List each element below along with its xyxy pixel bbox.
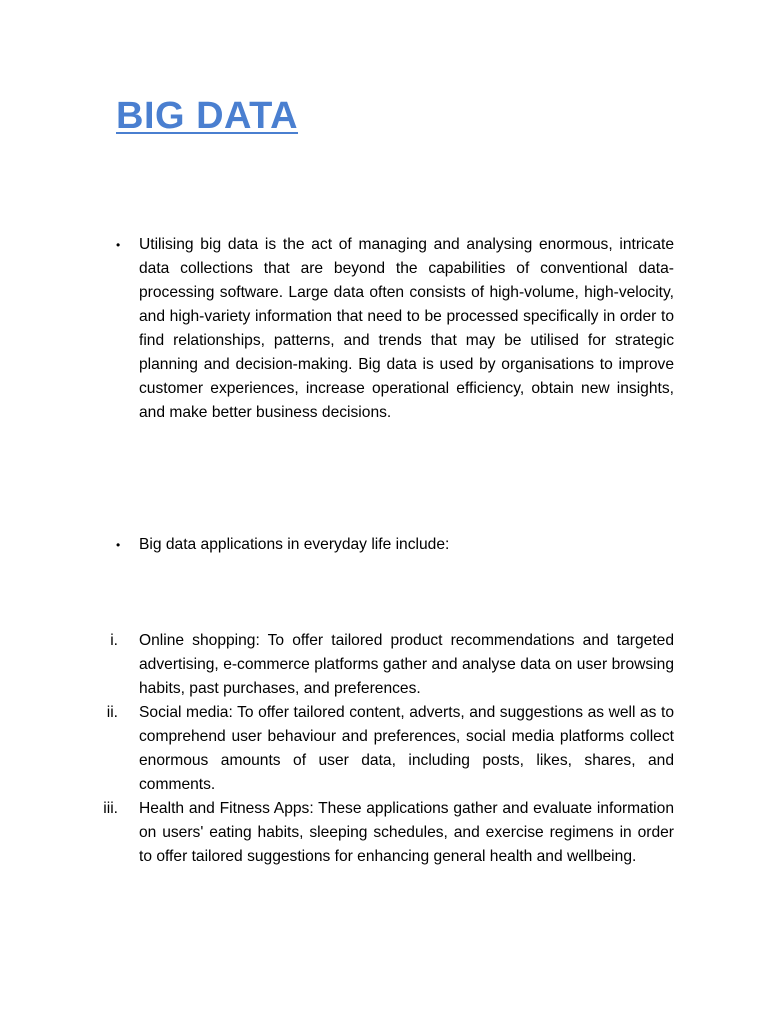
list-marker: i. — [110, 632, 118, 649]
document-title: BIG DATA — [116, 95, 299, 137]
list-item-online-shopping: Online shopping: To offer tailored product recommendations and targeted advertising, e-commerce platforms gather and analyse data on user browsing habits, past purchases, and preferences. — [139, 632, 674, 697]
list-marker: iii. — [103, 800, 118, 817]
bullet-paragraph-applications-intro: Big data applications in everyday life include: — [139, 536, 450, 553]
bullet-paragraph-definition: Utilising big data is the act of managing and analysing enormous, intricate data collections that are beyond the capabilities of conventional data-processing software. Large data often consists of high-volume, high-velocity, and high-variety information that need to be processed specifically in order to find relationships, patterns, and trends that may be utilised for strategic planning and decision-making. Big data is used by organisations to improve customer experiences, increase operational efficiency, obtain new insights, and make better business decisions. — [139, 236, 674, 421]
bullet-marker: • — [116, 238, 121, 252]
list-item-social-media: Social media: To offer tailored content, adverts, and suggestions as well as to comprehend user behaviour and preferences, social media platforms collect enormous amounts of user data, including posts, likes, shares, and comments. — [139, 704, 674, 793]
list-item-health-fitness: Health and Fitness Apps: These applications gather and evaluate information on users' eating habits, sleeping schedules, and exercise regimens in order to offer tailored suggestions for enhancing general health and wellbeing. — [139, 800, 674, 865]
bullet-marker: • — [116, 538, 121, 552]
list-marker: ii. — [106, 704, 118, 721]
